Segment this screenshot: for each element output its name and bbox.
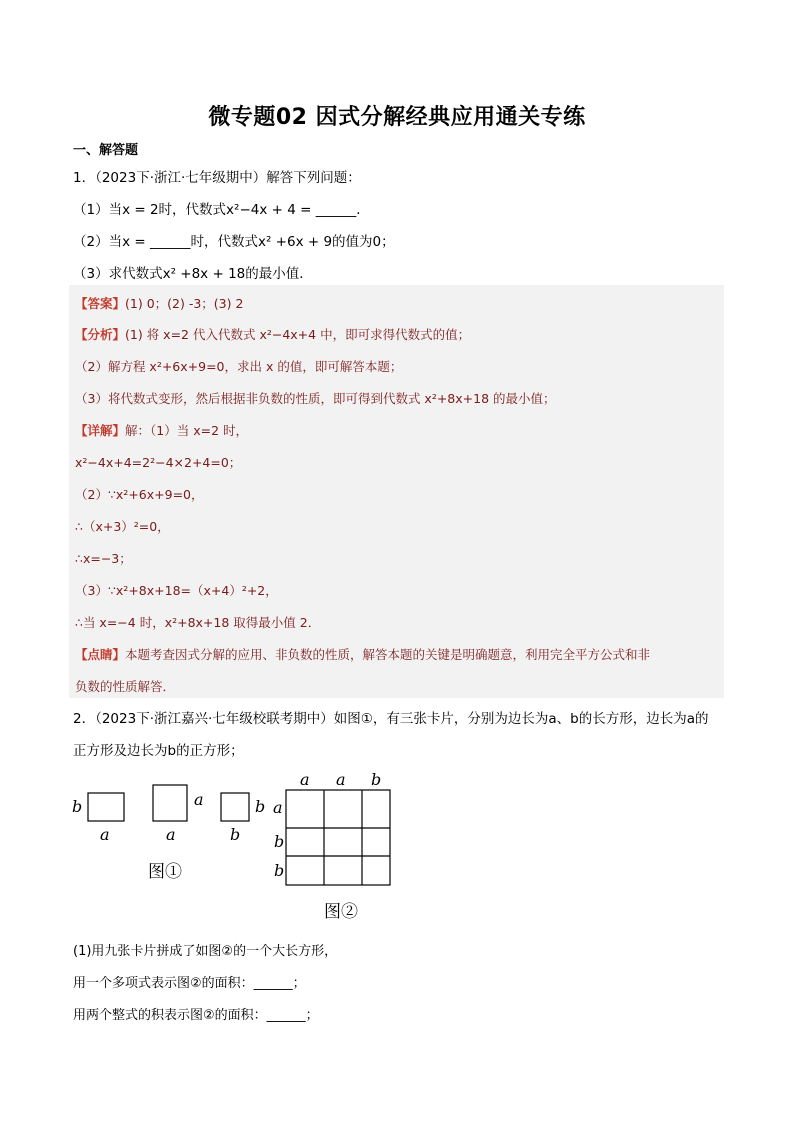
question-2-part-1-blank-1: 用一个多项式表示图②的面积：______； bbox=[73, 976, 306, 991]
comment-text-1: 本题考查因式分解的应用、非负数的性质，解答本题的关键是明确题意，利用完全平方公式和非 bbox=[125, 647, 651, 662]
grid-top-label-3: b bbox=[371, 770, 382, 789]
analysis-text-3: （3）将代数式变形，然后根据非负数的性质，即可得到代数式 x²+8x+18 的最小值； bbox=[75, 391, 556, 406]
analysis-line bbox=[75, 325, 470, 343]
detail-text-7: ∴当 x=−4 时，x²+8x+18 取得最小值 2． bbox=[75, 615, 321, 630]
card-square-b bbox=[221, 793, 249, 821]
card3-bottom-label: b bbox=[230, 825, 241, 844]
detail-text-2: x²−4x+4=2²−4×2+4=0； bbox=[75, 455, 242, 470]
grid-left-label-2: b bbox=[274, 832, 285, 851]
detail-text-5: ∴x=−3； bbox=[75, 551, 132, 566]
detail-tag: 【详解】 bbox=[75, 423, 126, 438]
grid-top-label-2: a bbox=[336, 770, 346, 789]
card2-side-label: a bbox=[194, 790, 204, 809]
answer-line bbox=[75, 294, 243, 312]
detail-text-4: ∴（x+3）²=0， bbox=[75, 519, 170, 534]
question-2-header: 2．（2023下·浙江嘉兴·七年级校联考期中）如图①，有三张卡片，分别为边长为a、b的长方形，边长为a的 bbox=[73, 711, 709, 727]
analysis-text-1: (1) 将 x=2 代入代数式 x²−4x+4 中，即可求得代数式的值； bbox=[125, 327, 471, 342]
question-1-header: 1．（2023下·浙江·七年级期中）解答下列问题： bbox=[73, 170, 361, 186]
page-title: 微专题02 因式分解经典应用通关专练 bbox=[208, 105, 586, 130]
card2-bottom-label: a bbox=[166, 825, 176, 844]
card1-bottom-label: a bbox=[100, 825, 110, 844]
question-1-part-2: （2）当x = ______时，代数式x² +6x + 9的值为0； bbox=[73, 234, 395, 250]
card-rectangle-ab bbox=[88, 793, 124, 821]
detail-line bbox=[75, 421, 248, 439]
analysis-tag: 【分析】 bbox=[75, 327, 126, 342]
detail-text-3: （2）∵x²+6x+9=0， bbox=[75, 487, 204, 502]
answer-tag: 【答案】 bbox=[75, 296, 126, 311]
card-square-a bbox=[153, 785, 187, 821]
question-2-header-cont: 正方形及边长为b的正方形； bbox=[73, 743, 244, 759]
question-2-part-1-blank-2: 用两个整式的积表示图②的面积：______； bbox=[73, 1008, 319, 1023]
figure-1-caption: 图① bbox=[148, 862, 182, 882]
grid-left-label-3: b bbox=[274, 861, 285, 880]
detail-text-1: 解：（1）当 x=2 时， bbox=[125, 423, 248, 438]
question-1-part-1: （1）当x = 2时，代数式x²−4x + 4 = ______． bbox=[73, 202, 370, 218]
comment-text-2: 负数的性质解答． bbox=[75, 679, 176, 694]
section-heading: 一、解答题 bbox=[73, 143, 139, 158]
detail-text-6: （3）∵x²+8x+18=（x+4）²+2， bbox=[75, 583, 278, 598]
grid-left-label-1: a bbox=[273, 798, 283, 817]
figure-cards bbox=[60, 765, 410, 925]
answer-text: (1) 0；(2) -3；(3) 2 bbox=[125, 296, 244, 311]
analysis-text-2: （2）解方程 x²+6x+9=0，求出 x 的值，即可解答本题； bbox=[75, 359, 403, 374]
card1-side-label: b bbox=[72, 797, 83, 816]
grid-top-label-1: a bbox=[300, 770, 310, 789]
comment-tag: 【点睛】 bbox=[75, 647, 126, 662]
big-rectangle-grid bbox=[286, 790, 390, 885]
question-2-part-1: (1)用九张卡片拼成了如图②的一个大长方形， bbox=[73, 944, 338, 959]
figure-2-caption: 图② bbox=[324, 902, 358, 922]
question-1-part-3: （3）求代数式x² +8x + 18的最小值． bbox=[73, 266, 313, 282]
card3-side-label: b bbox=[255, 797, 266, 816]
comment-line bbox=[75, 645, 650, 663]
